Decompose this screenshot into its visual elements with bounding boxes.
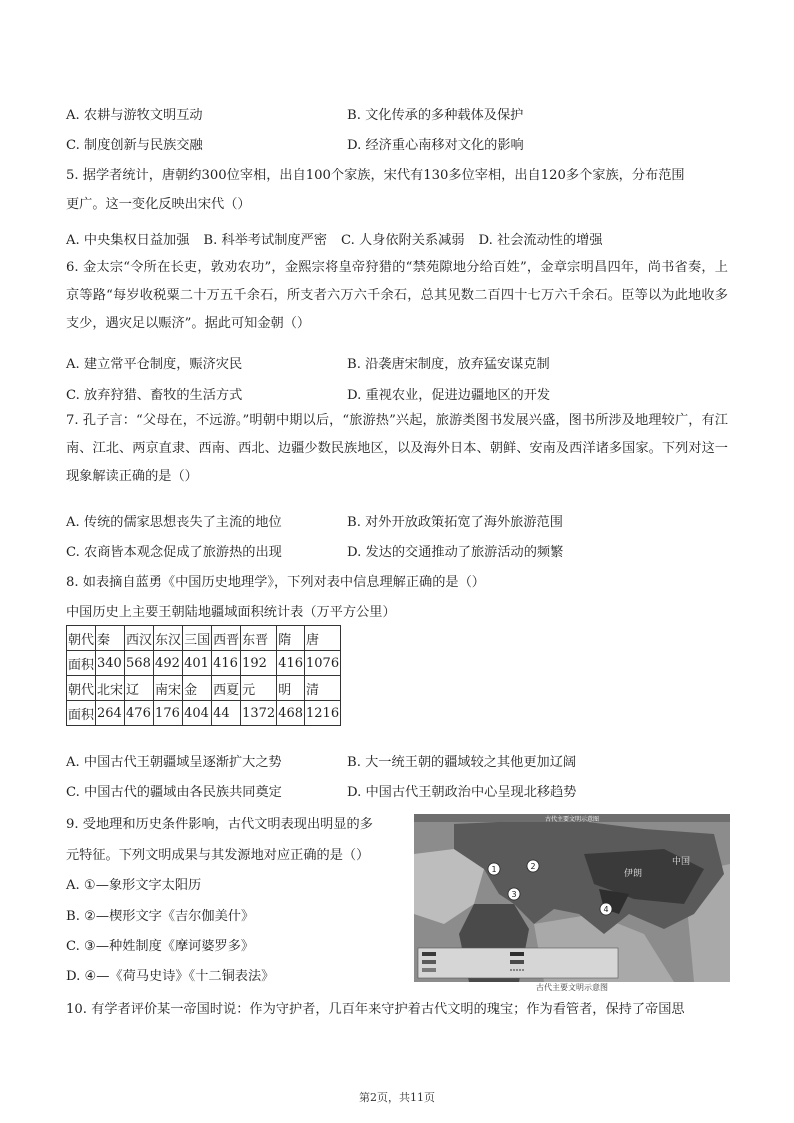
- table-cell: 清: [305, 676, 341, 701]
- table-row-header: 面积: [67, 701, 96, 726]
- q6-option-d: D. 重视农业，促进边疆地区的开发: [347, 388, 551, 403]
- q10-stem: 10. 有学者评价某一帝国时说：作为守护者，几百年来守护着古代文明的瑰宝；作为看管者，保持了帝国思: [66, 1002, 685, 1017]
- legend-swatch-4: [510, 952, 524, 956]
- table-cell: 568: [125, 651, 154, 676]
- table-row-header: 朝代: [67, 676, 96, 701]
- q8-table-title: 中国历史上主要王朝陆地疆域面积统计表（万平方公里）: [66, 605, 396, 620]
- q5-option-a: A. 中央集权日益加强: [66, 233, 190, 248]
- table-cell: 264: [96, 701, 125, 726]
- table-cell: 北宋: [96, 676, 125, 701]
- q4-option-d: D. 经济重心南移对文化的影响: [347, 138, 524, 153]
- table-cell: 隋: [277, 626, 305, 651]
- table-cell: 1216: [305, 701, 341, 726]
- q7-option-c: C. 农商皆本观念促成了旅游热的出现: [66, 545, 282, 560]
- map-marker-2-label: 2: [530, 862, 536, 871]
- q4-option-b: B. 文化传承的多种载体及保护: [347, 108, 524, 123]
- q9-stem-line1: 9. 受地理和历史条件影响，古代文明表现出明显的多: [66, 817, 373, 832]
- table-cell: 192: [241, 651, 277, 676]
- table-cell: 西夏: [212, 676, 241, 701]
- table-cell: 辽: [125, 676, 154, 701]
- table-cell: 468: [277, 701, 305, 726]
- legend-swatch-5: [510, 960, 524, 964]
- table-cell: 1076: [305, 651, 341, 676]
- table-cell: 西汉: [125, 626, 154, 651]
- table-row-header: 朝代: [67, 626, 96, 651]
- table-cell: 三国: [183, 626, 212, 651]
- table-cell: 元: [241, 676, 277, 701]
- ancient-civilizations-map: [414, 814, 730, 996]
- table-cell: 东晋: [241, 626, 277, 651]
- table-cell: 唐: [305, 626, 341, 651]
- q9-option-a: A. ①—象形文字太阳历: [66, 878, 202, 893]
- q4-option-a: A. 农耕与游牧文明互动: [66, 108, 203, 123]
- q5-options: [66, 229, 617, 248]
- table-cell: 176: [154, 701, 183, 726]
- q5-option-c: C. 人身依附关系减弱: [341, 233, 465, 248]
- table-cell: 401: [183, 651, 212, 676]
- q6-option-a: A. 建立常平仓制度，赈济灾民: [66, 357, 243, 372]
- q5-stem-line1: 5. 据学者统计，唐朝约300位宰相，出自100个家族，宋代有130多位宰相，出自120多个家族，分布范围: [66, 168, 685, 183]
- page-number: 第2页，共11页: [359, 1091, 435, 1104]
- q8-option-b: B. 大一统王朝的疆域较之其他更加辽阔: [347, 755, 577, 770]
- q5-option-d: D. 社会流动性的增强: [478, 233, 603, 248]
- q7-option-a: A. 传统的儒家思想丧失了主流的地位: [66, 515, 282, 530]
- q9-option-b: B. ②—楔形文字《吉尔伽美什》: [66, 909, 255, 924]
- table-row: [67, 701, 341, 726]
- table-cell: 秦: [96, 626, 125, 651]
- q8-option-a: A. 中国古代王朝疆域呈逐渐扩大之势: [66, 755, 282, 770]
- map-title: 古代主要文明示意图: [544, 816, 600, 823]
- map-image: [414, 814, 730, 982]
- q6-stem: 6. 金太宗“令所在长吏，敦劝农功”，金熙宗将皇帝狩猎的“禁苑隙地分给百姓”，金章宗明昌四年，尚书省奏，上京等路“每岁收税粟二十万五千余石，所支者六万六千余石，总其见数二百四十七万六千余石。臣等以为此地收多支少，遇灾足以赈济”。据此可知金朝（）: [66, 260, 728, 331]
- legend-swatch-2: [422, 960, 436, 964]
- q9-option-d: D. ④—《荷马史诗》《十二铜表法》: [66, 969, 275, 984]
- table-cell: 416: [277, 651, 305, 676]
- dynasty-area-table: [66, 625, 341, 726]
- q8-option-d: D. 中国古代王朝政治中心呈现北移趋势: [347, 785, 577, 800]
- map-label-iran: 伊朗: [624, 869, 643, 879]
- q7-option-d: D. 发达的交通推动了旅游活动的频繁: [347, 545, 564, 560]
- table-cell: 西晋: [212, 626, 241, 651]
- q8-stem: 8. 如表摘自蓝勇《中国历史地理学》，下列对表中信息理解正确的是（）: [66, 575, 485, 590]
- legend-swatch-3: [422, 968, 436, 972]
- map-marker-1-label: 1: [491, 865, 497, 874]
- q6-option-c: C. 放弃狩猎、畜牧的生活方式: [66, 388, 243, 403]
- table-row-header: 面积: [67, 651, 96, 676]
- q9-option-c: C. ③—种姓制度《摩诃婆罗多》: [66, 939, 255, 954]
- table-row: [67, 651, 341, 676]
- q7-stem: 7. 孔子言：“父母在，不远游。”明朝中期以后，“旅游热”兴起，旅游类图书发展兴盛，图书所涉及地理较广，有江南、江北、两京直隶、西南、西北、边疆少数民族地区，以及海外日本、朝鲜、安南及西洋诸多国家。下列对这一现象解读正确的是（）: [66, 413, 728, 484]
- table-cell: 南宋: [154, 676, 183, 701]
- table-cell: 492: [154, 651, 183, 676]
- q9-stem-line2: 元特征。下列文明成果与其发源地对应正确的是（）: [66, 848, 370, 863]
- q4-option-c: C. 制度创新与民族交融: [66, 138, 203, 153]
- q7-option-b: B. 对外开放政策拓宽了海外旅游范围: [347, 515, 563, 530]
- table-cell: 金: [183, 676, 212, 701]
- table-row: [67, 676, 341, 701]
- table-cell: 明: [277, 676, 305, 701]
- q6-option-b: B. 沿袭唐宋制度，放弃猛安谋克制: [347, 357, 550, 372]
- table-cell: 1372: [241, 701, 277, 726]
- table-cell: 476: [125, 701, 154, 726]
- legend-swatch-1: [422, 952, 436, 956]
- table-row: [67, 626, 341, 651]
- q5-stem-line2: 更广。这一变化反映出宋代（）: [66, 197, 251, 212]
- table-cell: 44: [212, 701, 241, 726]
- map-caption: 古代主要文明示意图: [536, 983, 608, 992]
- map-marker-4-label: 4: [603, 905, 609, 914]
- table-cell: 416: [212, 651, 241, 676]
- map-marker-3-label: 3: [511, 890, 517, 899]
- q5-option-b: B. 科举考试制度严密: [203, 233, 327, 248]
- q8-option-c: C. 中国古代的疆域由各民族共同奠定: [66, 785, 282, 800]
- table-cell: 404: [183, 701, 212, 726]
- table-cell: 340: [96, 651, 125, 676]
- map-label-china: 中国: [672, 857, 691, 867]
- table-cell: 东汉: [154, 626, 183, 651]
